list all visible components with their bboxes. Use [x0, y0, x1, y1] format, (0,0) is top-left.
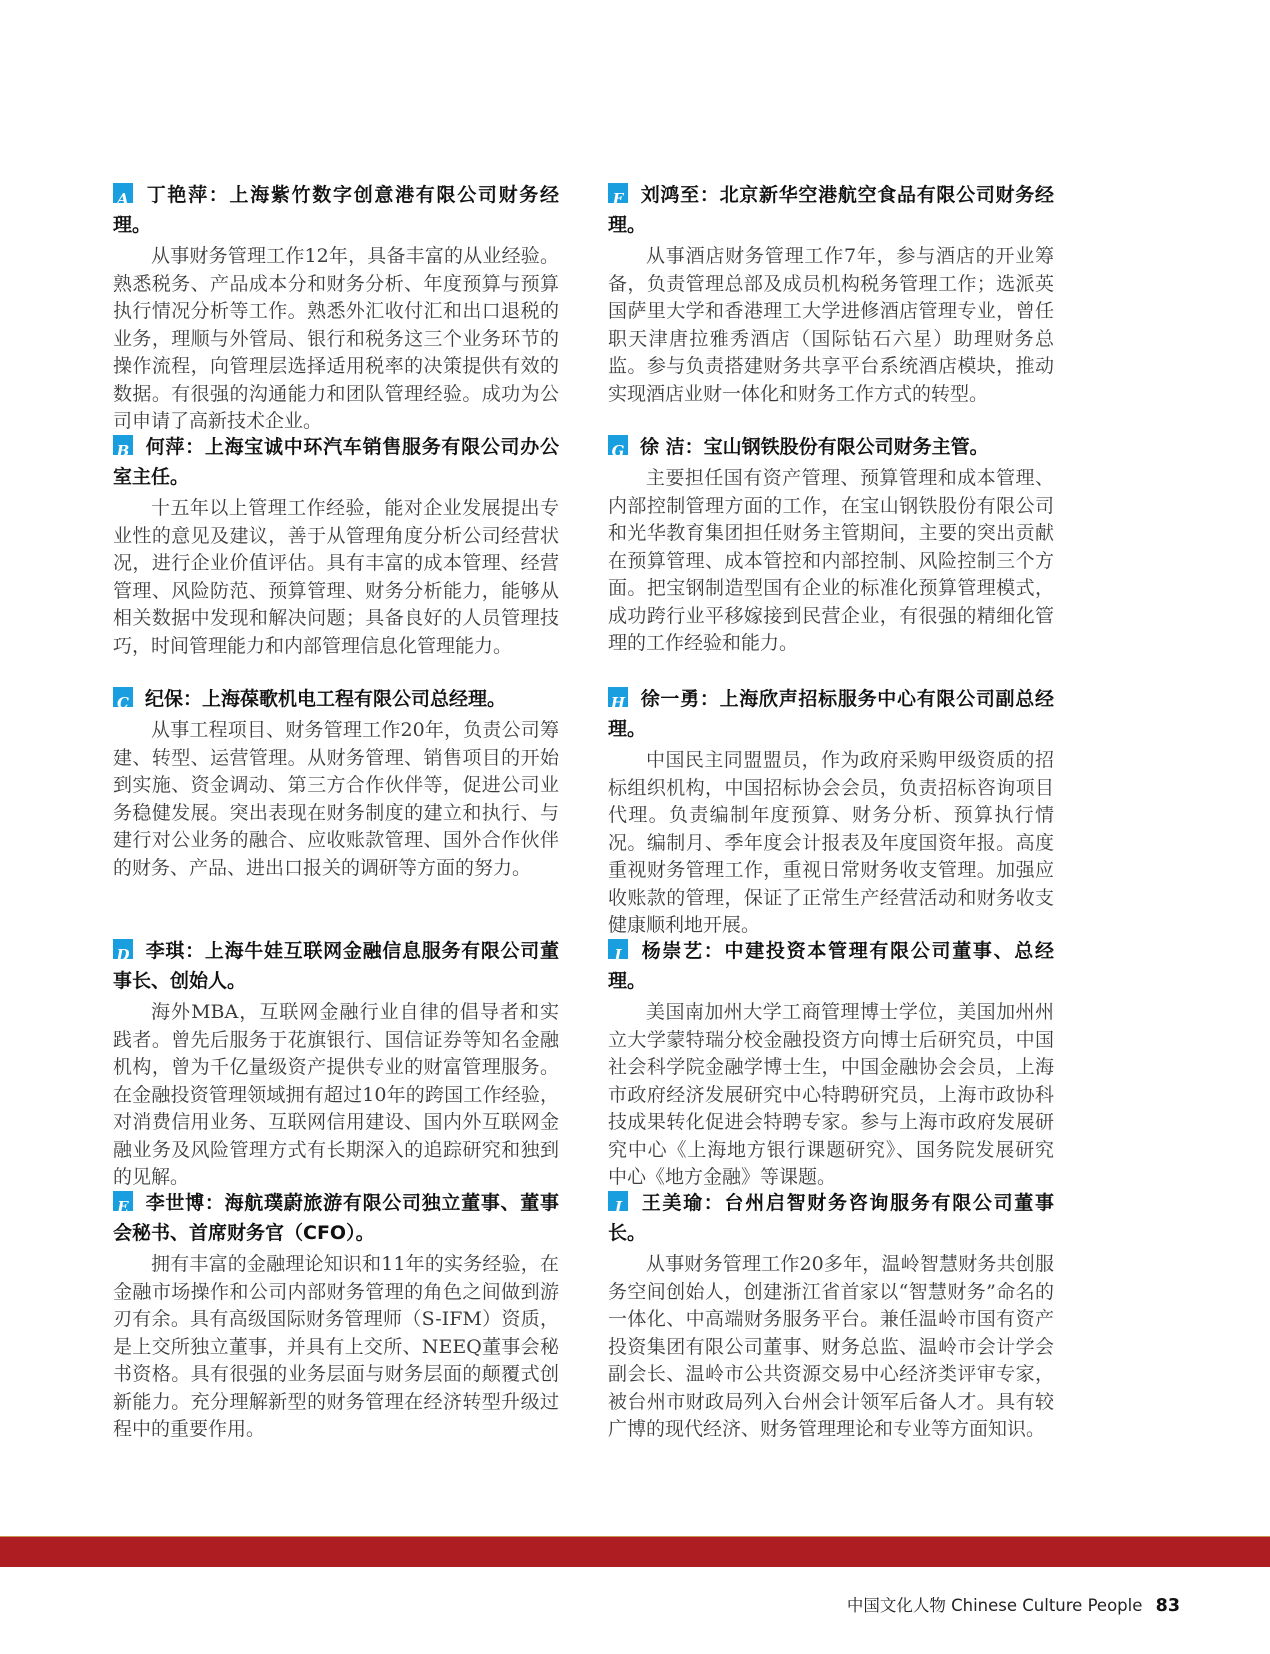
entry-title-text: 丁艳萍：上海紫竹数字创意港有限公司财务经理。 [113, 184, 559, 236]
entry-letter-badge [113, 435, 133, 460]
right-column [608, 180, 1054, 1540]
entry-title [608, 1188, 1054, 1248]
entry-title-text: 徐 洁：宝山钢铁股份有限公司财务主管。 [640, 436, 989, 458]
entry-letter-label: A [117, 190, 129, 208]
entry-title [113, 1188, 559, 1248]
entry-letter-label: B [116, 442, 130, 460]
bio-entry [608, 936, 1054, 1192]
entry-title-text: 李琪：上海牛娃互联网金融信息服务有限公司董事长、创始人。 [113, 940, 559, 992]
bottom-accent-bar [0, 1536, 1270, 1567]
entry-letter-label: F [612, 190, 624, 208]
entry-letter-label: H [610, 694, 626, 712]
bio-entry [608, 180, 1054, 408]
bio-entry [113, 180, 559, 436]
entry-title [608, 432, 1054, 462]
entry-title [113, 180, 559, 240]
entry-body-text: 美国南加州大学工商管理博士学位，美国加州州立大学蒙特瑞分校金融投资方向博士后研究员，中国社会科学院金融学博士生，中国金融协会会员，上海市政府经济发展研究中心特聘研究员，上海市政协科技成果转化促进会特聘专家。参与上海市政府发展研究中心《上海地方银行课题研究》、国务院发展研究中心《地方金融》等课题。 [608, 1001, 1054, 1188]
bio-entry [608, 1188, 1054, 1444]
page-footer [847, 1592, 1180, 1616]
page-number: 83 [1155, 1596, 1180, 1616]
bio-entry [113, 1188, 559, 1444]
bio-entry [608, 684, 1054, 940]
entry-letter-badge [608, 435, 628, 460]
entry-letter-badge [608, 183, 628, 208]
entry-letter-badge [113, 1191, 133, 1216]
entry-letter-badge [113, 183, 133, 208]
bio-entry [113, 936, 559, 1192]
entry-body-text: 海外MBA，互联网金融行业自律的倡导者和实践者。曾先后服务于花旗银行、国信证券等知名金融机构，曾为千亿量级资产提供专业的财富管理服务。在金融投资管理领域拥有超过10年的跨国工作经验，对消费信用业务、互联网信用建设、国内外互联网金融业务及风险管理方式有长期深入的追踪研究和独到的见解。 [113, 1001, 559, 1188]
entry-letter-label: G [611, 442, 625, 460]
entry-title [113, 432, 559, 492]
entry-title [608, 684, 1054, 744]
entry-body-text: 拥有丰富的金融理论知识和11年的实务经验，在金融市场操作和公司内部财务管理的角色之间做到游刃有余。具有高级国际财务管理师（S-IFM）资质，是上交所独立董事，并具有上交所、NEEQ董事会秘书资格。具有很强的业务层面与财务层面的颠覆式创新能力。充分理解新型的财务管理在经济转型升级过程中的重要作用。 [113, 1253, 559, 1440]
left-column [113, 180, 559, 1540]
entry-letter-badge [113, 939, 133, 964]
entry-title [113, 936, 559, 996]
entry-title [608, 180, 1054, 240]
entry-title [113, 684, 559, 714]
entry-letter-label: J [614, 1198, 622, 1216]
footer-brand-cn: 中国文化人物 [846, 1596, 946, 1615]
entry-letter-label: D [116, 946, 130, 964]
bio-entry [113, 684, 559, 882]
entry-title-text: 刘鸿至：北京新华空港航空食品有限公司财务经理。 [608, 184, 1054, 236]
entry-body-text: 从事财务管理工作20多年，温岭智慧财务共创服务空间创始人，创建浙江省首家以“智慧财务”命名的一体化、中高端财务服务平台。兼任温岭市国有资产投资集团有限公司董事、财务总监、温岭市会计学会副会长、温岭市公共资源交易中心经济类评审专家，被台州市财政局列入台州会计领军后备人才。具有较广博的现代经济、财务管理理论和专业等方面知识。 [608, 1253, 1054, 1440]
entry-title [608, 936, 1054, 996]
entry-body-text: 从事财务管理工作12年，具备丰富的从业经验。熟悉税务、产品成本分和财务分析、年度预算与预算执行情况分析等工作。熟悉外汇收付汇和出口退税的业务，理顺与外管局、银行和税务这三个业务环节的操作流程，向管理层选择适用税率的决策提供有效的数据。有很强的沟通能力和团队管理经验。成功为公司申请了高新技术企业。 [113, 245, 559, 432]
entry-body-text: 十五年以上管理工作经验，能对企业发展提出专业性的意见及建议，善于从管理角度分析公司经营状况，进行企业价值评估。具有丰富的成本管理、经营管理、风险防范、预算管理、财务分析能力，能够从相关数据中发现和解决问题；具备良好的人员管理技巧，时间管理能力和内部管理信息化管理能力。 [113, 497, 559, 657]
bio-entry [113, 432, 559, 660]
entry-letter-label: I [614, 946, 622, 964]
entry-letter-label: C [117, 694, 129, 712]
entry-title-text: 李世博：海航璞蔚旅游有限公司独立董事、董事会秘书、首席财务官（CFO）。 [113, 1192, 559, 1244]
entry-body-text: 中国民主同盟盟员，作为政府采购甲级资质的招标组织机构，中国招标协会会员，负责招标咨询项目代理。负责编制年度预算、财务分析、预算执行情况。编制月、季年度会计报表及年度国资年报。高度重视财务管理工作，重视日常财务收支管理。加强应收账款的管理，保证了正常生产经营活动和财务收支健康顺利地开展。 [608, 749, 1054, 936]
entry-letter-label: E [117, 1198, 129, 1216]
bio-entry [608, 432, 1054, 658]
entry-title-text: 徐一勇：上海欣声招标服务中心有限公司副总经理。 [608, 688, 1054, 740]
entry-letter-badge [113, 687, 133, 712]
entry-letter-badge [608, 687, 628, 712]
entry-title-text: 何萍：上海宝诚中环汽车销售服务有限公司办公室主任。 [113, 436, 559, 488]
entry-letter-badge [608, 1191, 628, 1216]
entry-title-text: 王美瑜：台州启智财务咨询服务有限公司董事长。 [608, 1192, 1054, 1244]
entry-title-text: 纪保：上海葆歌机电工程有限公司总经理。 [145, 688, 507, 710]
entry-body-text: 从事工程项目、财务管理工作20年，负责公司筹建、转型、运营管理。从财务管理、销售项目的开始到实施、资金调动、第三方合作伙伴等，促进公司业务稳健发展。突出表现在财务制度的建立和执行、与建行对公业务的融合、应收账款管理、国外合作伙伴的财务、产品、进出口报关的调研等方面的努力。 [113, 719, 559, 879]
entry-letter-badge [608, 939, 628, 964]
footer-brand-en: Chinese Culture People [951, 1596, 1143, 1615]
entry-body-text: 从事酒店财务管理工作7年，参与酒店的开业筹备，负责管理总部及成员机构税务管理工作；选派英国萨里大学和香港理工大学进修酒店管理专业，曾任职天津唐拉雅秀酒店（国际钻石六星）助理财务总监。参与负责搭建财务共享平台系统酒店模块，推动实现酒店业财一体化和财务工作方式的转型。 [608, 245, 1054, 405]
entry-title-text: 杨崇艺：中建投资本管理有限公司董事、总经理。 [608, 940, 1054, 992]
entry-body-text: 主要担任国有资产管理、预算管理和成本管理、内部控制管理方面的工作，在宝山钢铁股份有限公司和光华教育集团担任财务主管期间，主要的突出贡献在预算管理、成本管控和内部控制、风险控制三个方面。把宝钢制造型国有企业的标准化预算管理模式，成功跨行业平移嫁接到民营企业，有很强的精细化管理的工作经验和能力。 [608, 467, 1054, 654]
